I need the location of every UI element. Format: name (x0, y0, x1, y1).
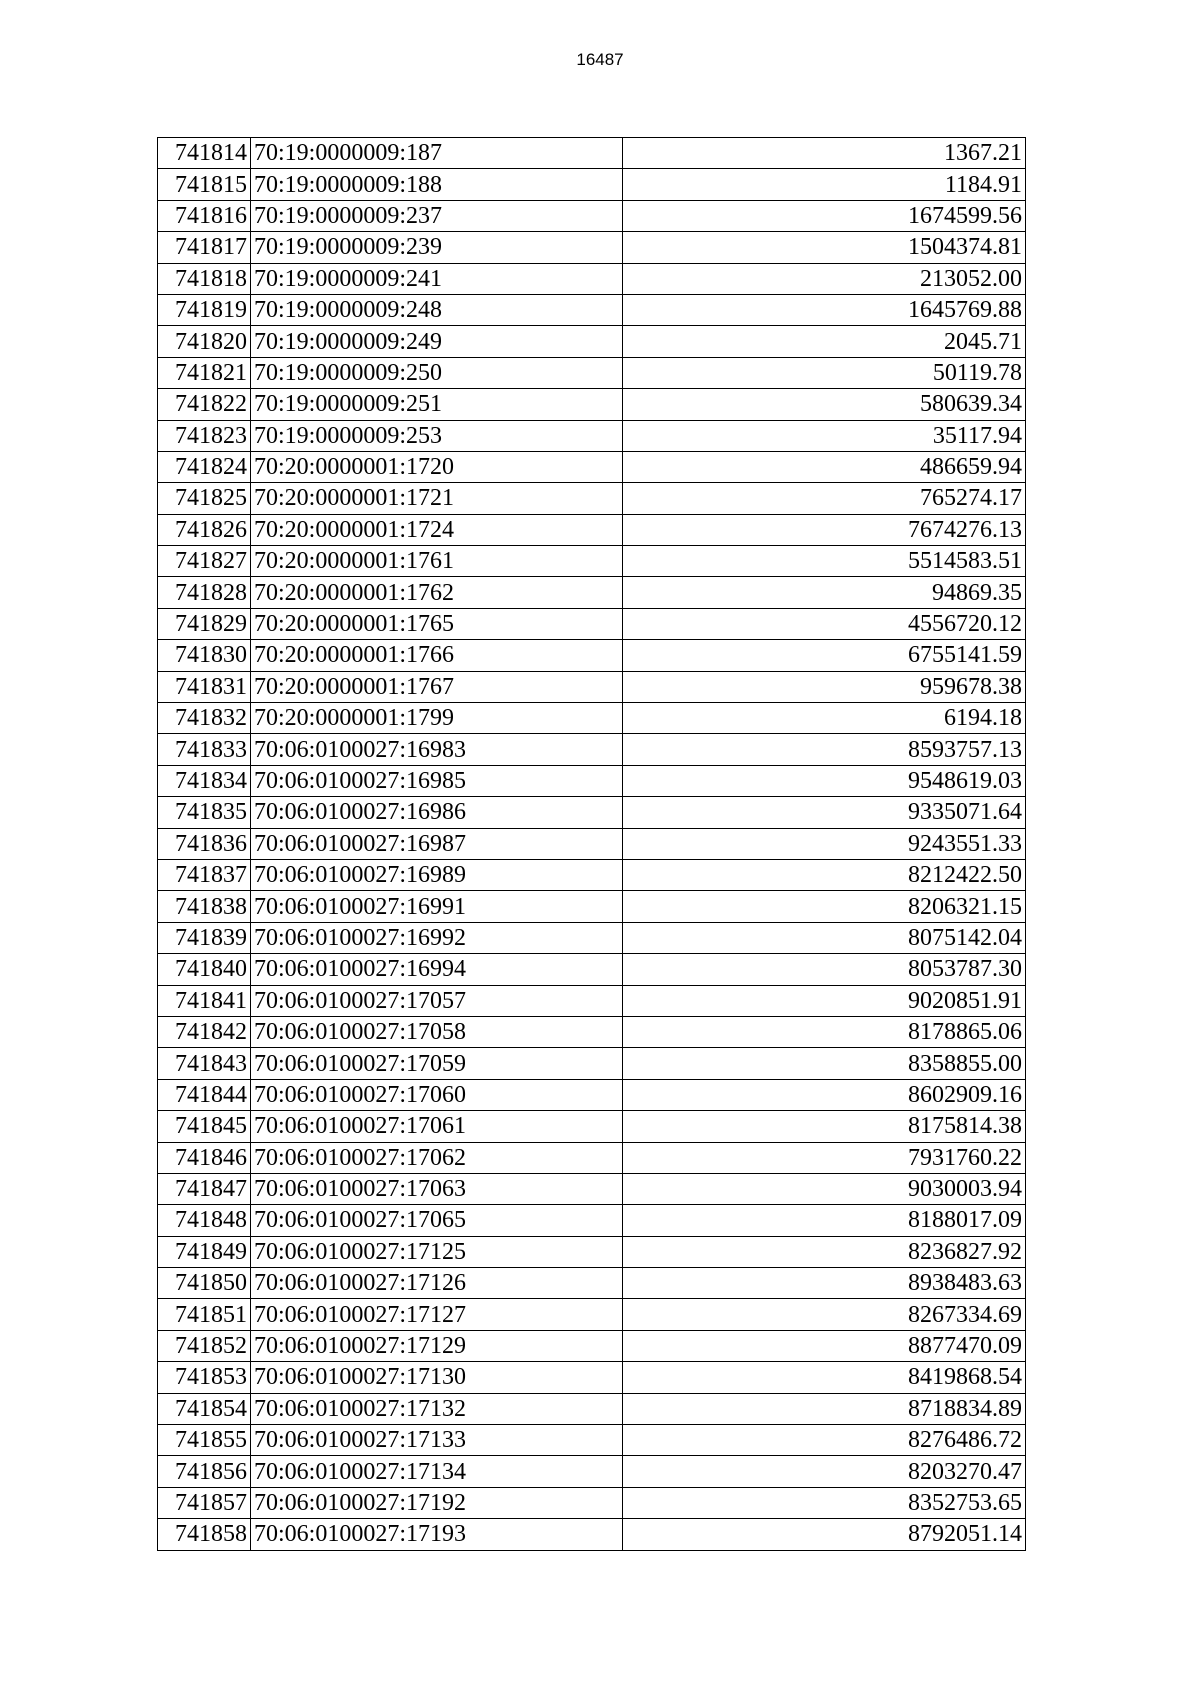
row-number-cell: 741825 (158, 483, 251, 514)
cadastral-value-cell: 8877470.09 (623, 1330, 1026, 1361)
table-row (158, 1393, 1026, 1424)
table-row (158, 891, 1026, 922)
table-row (158, 1519, 1026, 1550)
cadastral-value-table (157, 137, 1026, 1551)
table-row (158, 389, 1026, 420)
table-row (158, 420, 1026, 451)
cadastral-value-cell: 50119.78 (623, 357, 1026, 388)
cadastral-value-cell: 8276486.72 (623, 1425, 1026, 1456)
cadastral-value-cell: 9335071.64 (623, 797, 1026, 828)
cadastral-number-cell: 70:20:0000001:1799 (251, 703, 623, 734)
table-row (158, 546, 1026, 577)
table-row (158, 954, 1026, 985)
table-body (158, 138, 1026, 1551)
row-number-cell: 741857 (158, 1487, 251, 1518)
cadastral-value-cell: 1504374.81 (623, 232, 1026, 263)
cadastral-number-cell: 70:06:0100027:17057 (251, 985, 623, 1016)
cadastral-number-cell: 70:19:0000009:253 (251, 420, 623, 451)
cadastral-number-cell: 70:06:0100027:17063 (251, 1173, 623, 1204)
cadastral-number-cell: 70:20:0000001:1765 (251, 608, 623, 639)
table-row (158, 797, 1026, 828)
row-number-cell: 741854 (158, 1393, 251, 1424)
cadastral-value-cell: 9243551.33 (623, 828, 1026, 859)
row-number-cell: 741820 (158, 326, 251, 357)
row-number-cell: 741821 (158, 357, 251, 388)
row-number-cell: 741858 (158, 1519, 251, 1550)
table-row (158, 1016, 1026, 1047)
table-row (158, 1205, 1026, 1236)
cadastral-value-cell: 580639.34 (623, 389, 1026, 420)
cadastral-number-cell: 70:20:0000001:1720 (251, 451, 623, 482)
row-number-cell: 741847 (158, 1173, 251, 1204)
cadastral-value-cell: 8718834.89 (623, 1393, 1026, 1424)
cadastral-number-cell: 70:06:0100027:16986 (251, 797, 623, 828)
cadastral-value-cell: 5514583.51 (623, 546, 1026, 577)
cadastral-number-cell: 70:19:0000009:250 (251, 357, 623, 388)
cadastral-number-cell: 70:20:0000001:1766 (251, 640, 623, 671)
cadastral-number-cell: 70:20:0000001:1721 (251, 483, 623, 514)
cadastral-number-cell: 70:06:0100027:17127 (251, 1299, 623, 1330)
row-number-cell: 741846 (158, 1142, 251, 1173)
table-row (158, 1299, 1026, 1330)
row-number-cell: 741849 (158, 1236, 251, 1267)
row-number-cell: 741845 (158, 1111, 251, 1142)
cadastral-value-cell: 8792051.14 (623, 1519, 1026, 1550)
cadastral-value-cell: 8593757.13 (623, 734, 1026, 765)
cadastral-value-cell: 6194.18 (623, 703, 1026, 734)
table-row (158, 608, 1026, 639)
row-number-cell: 741814 (158, 138, 251, 169)
cadastral-value-cell: 486659.94 (623, 451, 1026, 482)
cadastral-value-cell: 8938483.63 (623, 1268, 1026, 1299)
cadastral-value-cell: 35117.94 (623, 420, 1026, 451)
cadastral-number-cell: 70:06:0100027:17129 (251, 1330, 623, 1361)
row-number-cell: 741828 (158, 577, 251, 608)
row-number-cell: 741838 (158, 891, 251, 922)
cadastral-number-cell: 70:06:0100027:17058 (251, 1016, 623, 1047)
table-row (158, 357, 1026, 388)
row-number-cell: 741835 (158, 797, 251, 828)
cadastral-value-cell: 9548619.03 (623, 765, 1026, 796)
cadastral-number-cell: 70:06:0100027:16992 (251, 922, 623, 953)
table-row (158, 138, 1026, 169)
row-number-cell: 741856 (158, 1456, 251, 1487)
row-number-cell: 741850 (158, 1268, 251, 1299)
cadastral-value-cell: 8178865.06 (623, 1016, 1026, 1047)
cadastral-number-cell: 70:19:0000009:237 (251, 200, 623, 231)
cadastral-value-cell: 1645769.88 (623, 294, 1026, 325)
row-number-cell: 741836 (158, 828, 251, 859)
cadastral-number-cell: 70:19:0000009:188 (251, 169, 623, 200)
cadastral-value-cell: 7931760.22 (623, 1142, 1026, 1173)
row-number-cell: 741844 (158, 1079, 251, 1110)
table-row (158, 703, 1026, 734)
table-row (158, 1142, 1026, 1173)
table-row (158, 640, 1026, 671)
table-row (158, 1268, 1026, 1299)
cadastral-value-cell: 765274.17 (623, 483, 1026, 514)
row-number-cell: 741818 (158, 263, 251, 294)
cadastral-value-cell: 8267334.69 (623, 1299, 1026, 1330)
cadastral-number-cell: 70:06:0100027:17059 (251, 1048, 623, 1079)
cadastral-value-cell: 1674599.56 (623, 200, 1026, 231)
cadastral-number-cell: 70:20:0000001:1761 (251, 546, 623, 577)
cadastral-number-cell: 70:20:0000001:1767 (251, 671, 623, 702)
cadastral-number-cell: 70:19:0000009:239 (251, 232, 623, 263)
table-row (158, 859, 1026, 890)
row-number-cell: 741817 (158, 232, 251, 263)
row-number-cell: 741827 (158, 546, 251, 577)
cadastral-number-cell: 70:06:0100027:17133 (251, 1425, 623, 1456)
cadastral-number-cell: 70:06:0100027:16991 (251, 891, 623, 922)
cadastral-value-cell: 8203270.47 (623, 1456, 1026, 1487)
row-number-cell: 741834 (158, 765, 251, 796)
row-number-cell: 741840 (158, 954, 251, 985)
table-row (158, 922, 1026, 953)
cadastral-number-cell: 70:06:0100027:17130 (251, 1362, 623, 1393)
table-row (158, 1079, 1026, 1110)
cadastral-value-cell: 8212422.50 (623, 859, 1026, 890)
cadastral-number-cell: 70:06:0100027:17062 (251, 1142, 623, 1173)
row-number-cell: 741815 (158, 169, 251, 200)
row-number-cell: 741842 (158, 1016, 251, 1047)
table-row (158, 1236, 1026, 1267)
table-row (158, 1048, 1026, 1079)
cadastral-number-cell: 70:06:0100027:16987 (251, 828, 623, 859)
row-number-cell: 741823 (158, 420, 251, 451)
cadastral-value-cell: 4556720.12 (623, 608, 1026, 639)
row-number-cell: 741848 (158, 1205, 251, 1236)
cadastral-value-cell: 2045.71 (623, 326, 1026, 357)
row-number-cell: 741853 (158, 1362, 251, 1393)
table-row (158, 1330, 1026, 1361)
cadastral-number-cell: 70:19:0000009:249 (251, 326, 623, 357)
cadastral-number-cell: 70:06:0100027:16983 (251, 734, 623, 765)
table-row (158, 514, 1026, 545)
cadastral-number-cell: 70:19:0000009:241 (251, 263, 623, 294)
cadastral-number-cell: 70:06:0100027:16994 (251, 954, 623, 985)
cadastral-number-cell: 70:06:0100027:17125 (251, 1236, 623, 1267)
cadastral-number-cell: 70:06:0100027:17126 (251, 1268, 623, 1299)
table-row (158, 263, 1026, 294)
cadastral-number-cell: 70:19:0000009:187 (251, 138, 623, 169)
cadastral-value-cell: 7674276.13 (623, 514, 1026, 545)
cadastral-number-cell: 70:06:0100027:17132 (251, 1393, 623, 1424)
cadastral-value-cell: 959678.38 (623, 671, 1026, 702)
table-row (158, 169, 1026, 200)
table-row (158, 1456, 1026, 1487)
row-number-cell: 741843 (158, 1048, 251, 1079)
cadastral-value-cell: 8188017.09 (623, 1205, 1026, 1236)
cadastral-value-cell: 8236827.92 (623, 1236, 1026, 1267)
row-number-cell: 741830 (158, 640, 251, 671)
row-number-cell: 741816 (158, 200, 251, 231)
row-number-cell: 741837 (158, 859, 251, 890)
table-row (158, 734, 1026, 765)
cadastral-value-cell: 9020851.91 (623, 985, 1026, 1016)
cadastral-value-cell: 8358855.00 (623, 1048, 1026, 1079)
row-number-cell: 741851 (158, 1299, 251, 1330)
table-row (158, 483, 1026, 514)
table-row (158, 1425, 1026, 1456)
cadastral-number-cell: 70:06:0100027:17060 (251, 1079, 623, 1110)
cadastral-value-cell: 8352753.65 (623, 1487, 1026, 1518)
cadastral-value-cell: 8175814.38 (623, 1111, 1026, 1142)
table-row (158, 828, 1026, 859)
table-row (158, 200, 1026, 231)
cadastral-value-cell: 8053787.30 (623, 954, 1026, 985)
row-number-cell: 741855 (158, 1425, 251, 1456)
table-row (158, 985, 1026, 1016)
table-row (158, 232, 1026, 263)
table-row (158, 451, 1026, 482)
table-row (158, 671, 1026, 702)
row-number-cell: 741841 (158, 985, 251, 1016)
cadastral-number-cell: 70:06:0100027:17065 (251, 1205, 623, 1236)
cadastral-number-cell: 70:19:0000009:248 (251, 294, 623, 325)
cadastral-value-cell: 8075142.04 (623, 922, 1026, 953)
cadastral-number-cell: 70:06:0100027:16989 (251, 859, 623, 890)
table-row (158, 1487, 1026, 1518)
row-number-cell: 741819 (158, 294, 251, 325)
row-number-cell: 741822 (158, 389, 251, 420)
row-number-cell: 741839 (158, 922, 251, 953)
row-number-cell: 741829 (158, 608, 251, 639)
cadastral-number-cell: 70:06:0100027:17134 (251, 1456, 623, 1487)
cadastral-value-cell: 94869.35 (623, 577, 1026, 608)
cadastral-number-cell: 70:06:0100027:17192 (251, 1487, 623, 1518)
cadastral-number-cell: 70:06:0100027:17193 (251, 1519, 623, 1550)
table-row (158, 326, 1026, 357)
table-row (158, 1111, 1026, 1142)
cadastral-number-cell: 70:06:0100027:17061 (251, 1111, 623, 1142)
table-row (158, 294, 1026, 325)
row-number-cell: 741826 (158, 514, 251, 545)
cadastral-value-cell: 6755141.59 (623, 640, 1026, 671)
row-number-cell: 741852 (158, 1330, 251, 1361)
cadastral-number-cell: 70:20:0000001:1724 (251, 514, 623, 545)
cadastral-value-cell: 8419868.54 (623, 1362, 1026, 1393)
row-number-cell: 741824 (158, 451, 251, 482)
row-number-cell: 741832 (158, 703, 251, 734)
cadastral-value-cell: 213052.00 (623, 263, 1026, 294)
cadastral-number-cell: 70:20:0000001:1762 (251, 577, 623, 608)
row-number-cell: 741831 (158, 671, 251, 702)
cadastral-value-cell: 9030003.94 (623, 1173, 1026, 1204)
cadastral-value-cell: 8602909.16 (623, 1079, 1026, 1110)
cadastral-number-cell: 70:06:0100027:16985 (251, 765, 623, 796)
table-row (158, 1362, 1026, 1393)
table-row (158, 765, 1026, 796)
cadastral-value-cell: 8206321.15 (623, 891, 1026, 922)
table-row (158, 1173, 1026, 1204)
cadastral-value-cell: 1367.21 (623, 138, 1026, 169)
page-number: 16487 (576, 50, 624, 69)
cadastral-value-cell: 1184.91 (623, 169, 1026, 200)
table-row (158, 577, 1026, 608)
row-number-cell: 741833 (158, 734, 251, 765)
cadastral-number-cell: 70:19:0000009:251 (251, 389, 623, 420)
